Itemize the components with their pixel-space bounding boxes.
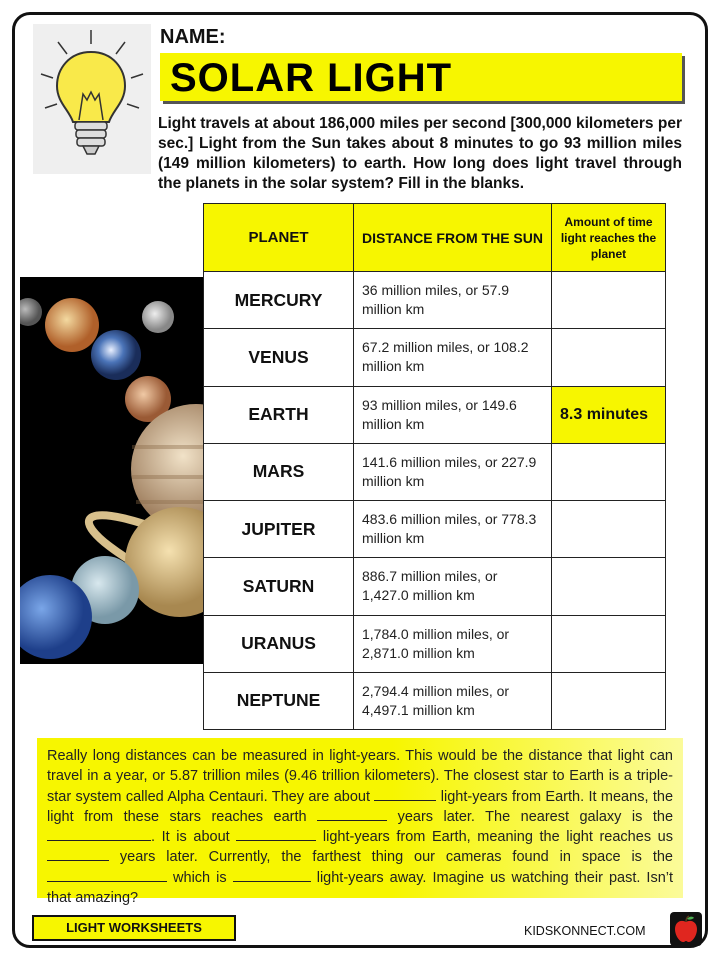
- title-banner: [160, 53, 682, 101]
- table-row: [204, 501, 666, 558]
- planet-name: URANUS: [204, 615, 354, 672]
- table-row: [204, 386, 666, 443]
- time-answer-cell: 8.3 minutes: [552, 386, 666, 443]
- planets-image: [20, 277, 204, 664]
- table-row: [204, 329, 666, 386]
- name-label: NAME:: [160, 26, 226, 48]
- table-row: [204, 443, 666, 500]
- blank-galaxy-distance[interactable]: [236, 827, 316, 841]
- planet-distance: 67.2 million miles, or 108.2 million km: [354, 329, 552, 386]
- planet-distance: 141.6 million miles, or 227.9 million km: [354, 443, 552, 500]
- time-answer-cell[interactable]: [552, 501, 666, 558]
- planet-name: EARTH: [204, 386, 354, 443]
- site-name: KIDSKONNECT.COM: [524, 924, 646, 938]
- table-row: [204, 672, 666, 729]
- header-planet: PLANET: [204, 204, 354, 272]
- header-distance: DISTANCE FROM THE SUN: [354, 204, 552, 272]
- time-answer-cell[interactable]: [552, 558, 666, 615]
- time-answer-cell[interactable]: [552, 443, 666, 500]
- lightyear-text: light-years from Earth. It means, the light from these stars reaches earth: [47, 788, 674, 825]
- lightyear-text: . It is about: [151, 829, 230, 846]
- blank-galaxy-years[interactable]: [47, 847, 109, 861]
- blank-farthest-distance[interactable]: [233, 868, 311, 882]
- table-header-row: [204, 204, 666, 272]
- planet-distance: 36 million miles, or 57.9 million km: [354, 272, 552, 329]
- planet-distance: 93 million miles, or 149.6 million km: [354, 386, 552, 443]
- footer-label: LIGHT WORKSHEETS: [32, 915, 236, 941]
- planet-name: VENUS: [204, 329, 354, 386]
- blank-alpha-years[interactable]: [317, 807, 387, 821]
- lightyear-text: years later. The nearest galaxy is the: [397, 808, 674, 825]
- lightyear-text: which is: [173, 869, 227, 886]
- blank-farthest-object[interactable]: [47, 868, 167, 882]
- planet-distance: 886.7 million miles, or 1,427.0 million km: [354, 558, 552, 615]
- planet-name: JUPITER: [204, 501, 354, 558]
- planet-name: MERCURY: [204, 272, 354, 329]
- intro-paragraph: Light travels at about 186,000 miles per second [300,000 kilometers per sec.] Light from the Sun takes about 8 minutes to go 93 million miles (149 million kilometers) to earth. How long does light travel through the planets in the solar system? Fill in the blanks.: [158, 115, 682, 192]
- lightyear-text: light-years away. Imagine us watching their past. Isn’t that amazing?: [47, 869, 674, 907]
- table-row: [204, 272, 666, 329]
- lightyear-text: years later. Currently, the farthest thing our cameras found in space is the: [119, 849, 673, 866]
- planet-distance: 1,784.0 million miles, or 2,871.0 million km: [354, 615, 552, 672]
- page-title: SOLAR LIGHT: [170, 56, 453, 100]
- planet-table: [203, 203, 666, 730]
- planet-name: SATURN: [204, 558, 354, 615]
- table-row: [204, 615, 666, 672]
- time-answer-cell[interactable]: [552, 672, 666, 729]
- apple-logo-icon: [670, 912, 702, 951]
- blank-nearest-galaxy[interactable]: [47, 827, 151, 841]
- planet-name: NEPTUNE: [204, 672, 354, 729]
- time-answer-cell[interactable]: [552, 272, 666, 329]
- lightyear-text: light-years from Earth, meaning the light reaches us: [322, 829, 673, 846]
- header-time: Amount of time light reaches the planet: [552, 204, 666, 272]
- blank-alpha-distance[interactable]: [374, 787, 436, 801]
- time-answer-cell[interactable]: [552, 329, 666, 386]
- planet-distance: 2,794.4 million miles, or 4,497.1 million km: [354, 672, 552, 729]
- table-row: [204, 558, 666, 615]
- planet-name: MARS: [204, 443, 354, 500]
- planet-distance: 483.6 million miles, or 778.3 million km: [354, 501, 552, 558]
- lightyear-text: Really long distances can be measured in light-years. This would be the distance that light can travel in a year, or 5.87 trillion miles (9.46 trillion kilometers). The closest star to Earth is a triple-star system called Alpha Centauri. They are about: [47, 748, 673, 805]
- lightyear-paragraph: [37, 738, 683, 907]
- time-answer-cell[interactable]: [552, 615, 666, 672]
- light-bulb-icon: [33, 24, 151, 174]
